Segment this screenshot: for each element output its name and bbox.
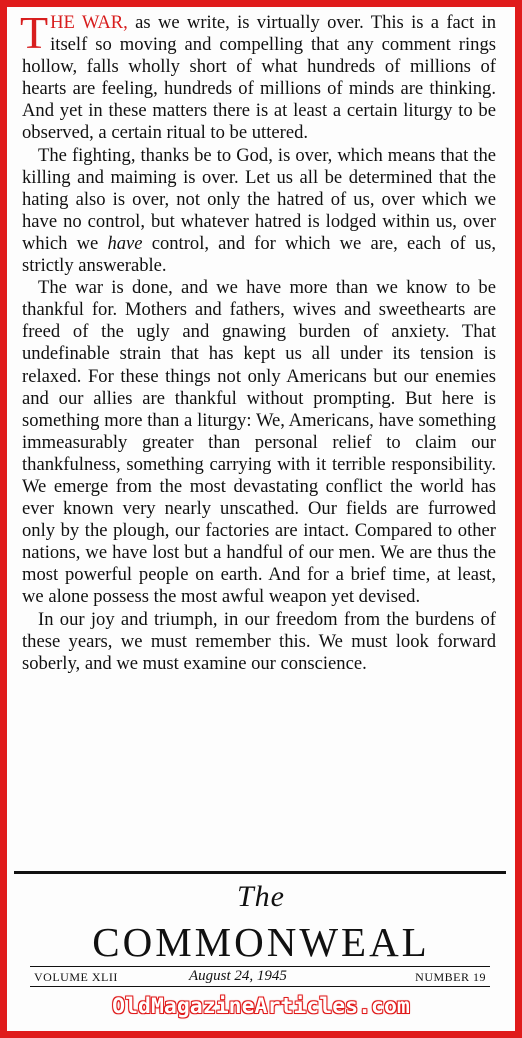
issue-volume: VOLUME XLII [34,970,118,984]
drop-cap: T [20,7,49,58]
site-watermark: OldMagazineArticles.com [112,994,410,1019]
article-paragraph-1 [20,7,496,145]
editorial-article [20,7,496,675]
issue-date: August 24, 1945 [189,968,287,984]
masthead-rule [14,871,506,874]
issue-number: NUMBER 19 [415,970,486,984]
issue-info [34,968,486,986]
article-paragraph-1-text: as we write, is virtually over. This is a fact in itself so moving and compelling that any comment rings hollow, falls wholly short of what hundreds of millions of hearts are feeling, hundreds of millions of minds are thinking. And yet in these matters there is at least a certain liturgy to be observed, a certain ritual to be uttered. [22,12,496,144]
article-paragraph-3: The war is done, and we have more than we know to be thankful for. Mothers and fathers, wives and sweethearts are freed of the ugly and gnawing burden of anxiety. That undefinable strain that has kept us all under its tension is relaxed. For these things not only Americans but our enemies and our allies are thankful without prompting. But here is something more than a liturgy: We, Americans, have something immeasurably greater than personal relief to claim our thankfulness, something carrying with it terrible responsibility. We emerge from the most devastating conflict the world has ever known very nearly unscathed. Our fields are furrowed only by the plough, our factories are intact. Compared to other nations, we have lost but a handful of our men. We are thus the most powerful people on earth. And for a brief time, at least, we alone possess the most awful weapon yet devised. [22,277,496,608]
issue-rule-bottom [30,986,490,987]
article-paragraph-2 [22,145,496,278]
article-paragraph-2-text-b: control, and for which we are, each of us, strictly answerable. [22,232,496,277]
article-paragraph-2-text-a: The fighting, thanks be to God, is over, which means that the killing and maiming is over. Let us all be determined that the hating also is over, not only the hatred of us, over which we have no control, but whatever hatred is lodged within us, over which we [22,144,496,254]
article-emphasis: have [107,232,143,254]
article-lead-words: HE WAR, [50,12,128,33]
article-paragraph-4: In our joy and triumph, in our freedom from the burdens of these years, we must remember this. We must look forward soberly, and we must examine our conscience. [22,608,496,674]
masthead-the: The [237,880,285,913]
masthead-title: COMMONWEAL [92,919,430,965]
issue-rule-top [30,966,490,967]
